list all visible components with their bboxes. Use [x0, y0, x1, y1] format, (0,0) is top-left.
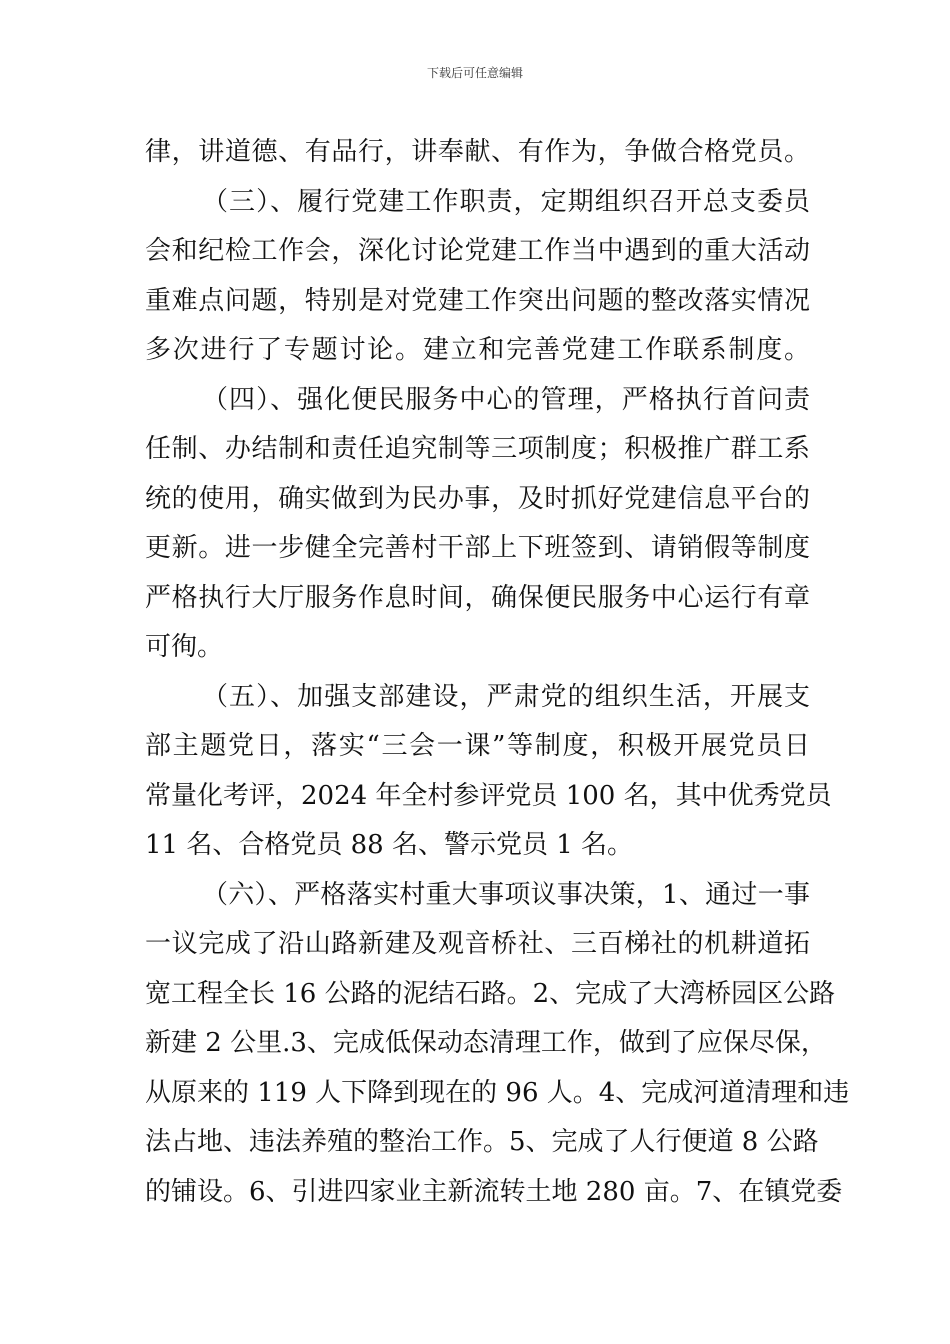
text-line: 宽工程全长 16 公路的泥结石路。2、完成了大湾桥园区公路: [145, 978, 836, 1009]
paragraph-start-line: （六）、严格落实村重大事项议事决策，1、通过一事: [202, 879, 810, 910]
text-line: 多次进行了专题讨论。建立和完善党建工作联系制度。: [145, 335, 810, 365]
text-line: 统的使用，确实做到为民办事，及时抓好党建信息平台的: [145, 483, 810, 514]
text-line: 重难点问题，特别是对党建工作突出问题的整改落实情况: [145, 285, 810, 316]
text-line: 律，讲道德、有品行，讲奉献、有作为，争做合格党员。: [145, 137, 810, 167]
text-line: 一议完成了沿山路新建及观音桥社、三百梯社的机耕道拓: [145, 929, 810, 959]
text-line: 可徇。: [145, 632, 224, 662]
text-line: 会和纪检工作会，深化讨论党建工作当中遇到的重大活动: [145, 236, 810, 266]
text-line: 的铺设。6、引进四家业主新流转土地 280 亩。7、在镇党委: [145, 1176, 843, 1207]
paragraph-start-line: （三）、履行党建工作职责，定期组织召开总支委员: [202, 186, 810, 217]
text-line: 严格执行大厅服务作息时间，确保便民服务中心运行有章: [145, 582, 810, 613]
paragraph-start-line: （四）、强化便民服务中心的管理，严格执行首问责: [202, 384, 810, 415]
text-line: 法占地、违法养殖的整治工作。5、完成了人行便道 8 公路: [145, 1127, 819, 1157]
text-line: 新建 2 公里.3、完成低保动态清理工作，做到了应保尽保，: [145, 1028, 827, 1058]
text-line: 部主题党日，落实“三会一课”等制度，积极开展党员日: [145, 731, 810, 761]
page-header: 下载后可任意编辑: [426, 66, 523, 80]
text-line: 从原来的 119 人下降到现在的 96 人。4、完成河道清理和违: [145, 1077, 850, 1108]
body-text: [145, 128, 850, 1217]
text-line: 任制、办结制和责任追究制等三项制度；积极推广群工系: [145, 434, 810, 464]
text-line: 常量化考评，2024 年全村参评党员 100 名，其中优秀党员: [145, 780, 832, 811]
text-line: 更新。进一步健全完善村干部上下班签到、请销假等制度: [145, 533, 810, 563]
text-line: 11 名、合格党员 88 名、警示党员 1 名。: [145, 830, 634, 860]
paragraph-start-line: （五）、加强支部建设，严肃党的组织生活，开展支: [202, 681, 810, 712]
